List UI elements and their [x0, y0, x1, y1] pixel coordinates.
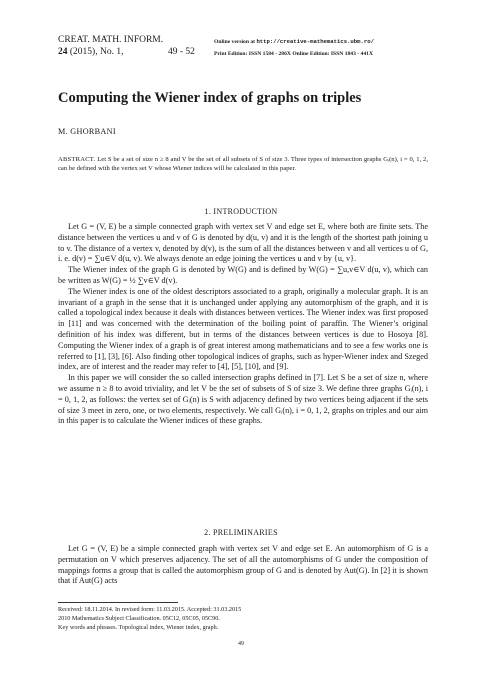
footnote-msc: 2010 Mathematics Subject Classification. 05C12, 05C05, 05C90.: [58, 615, 220, 622]
abstract: [58, 155, 428, 173]
paper-title: Computing the Wiener index of graphs on triples: [58, 90, 362, 106]
footnote-received: Received: 18.11.2014. In revised form: 11.03.2015. Accepted: 31.03.2015: [58, 606, 242, 613]
paragraph-4: In this paper we will consider the so called intersection graphs defined in [7]. Let S be a set of size n, where we assume n ≥ 8 to avoid triviality, and let V be the set of subsets of S of size 3. We define three graphs Gᵢ(n), i = 0, 1, 2, as follows: the vertex set of Gᵢ(n) is S with adjacency defined by two vertices being adjacent if the sets of size 3 meet in zero, one, or two elements, respectively. We call Gᵢ(n), i = 0, 1, 2, graphs on triples and our aim in this paper is to calculate the Wiener indices of these graphs.: [58, 373, 428, 426]
print-edition: Print Edition: ISSN 1584 - 286X Online Edition: ISSN 1843 - 441X: [214, 51, 373, 57]
journal-pages: 49 - 52: [168, 47, 195, 57]
paragraph-1: Let G = (V, E) be a simple connected graph with vertex set V and edge set E, where both are finite sets. The distance between the vertices u and v of G is denoted by d(u, v) and it is the length of the shortest path joining u to v. The distance of a vertex v, denoted by d(v), is the sum of all the distances between v and all vertices u of G, i. e. d(v) = ∑u∈V d(u, v). We always denote an edge joining the vertices u and v by {u, v}.: [58, 222, 428, 264]
paragraph-3: The Wiener index is one of the oldest descriptors associated to a graph, originally a molecular graph. It is an invariant of a graph in the sense that it is unchanged under applying any automorphism of the graph, and it is called a topological index because it deals with distances between vertices. The Wiener index was first proposed in [11] and was concerned with the determination of the boiling point of paraffin. The Wiener’s original definition of his index was different, but in terms of the distances between vertices is due to Hosoya [8]. Computing the Wiener index of a graph is of great interest among mathematicians and to see a few works one is referred to [1], [3], [6]. Also finding other topological indices of graphs, such as hyper-Wiener index and Szeged index, are of interest and the reader may refer to [4], [5], [10], and [9].: [58, 286, 428, 372]
journal-header: [58, 34, 195, 58]
footnote-rule: [58, 602, 178, 603]
section-heading-preliminaries: 2. PRELIMINARIES: [204, 528, 278, 537]
paper-author: M. GHORBANI: [58, 127, 116, 136]
footnotes: [58, 605, 241, 632]
paragraph-5: Let G = (V, E) be a simple connected graph with vertex set V and edge set E. An automorphism of G is a permutation on V which preserves adjacency. The set of all the automorphisms of G under the composition of mappings forms a group that is called the automorphism group of G and is denoted by Aut(G). In [2] it is shown that if Aut(G) acts: [58, 544, 428, 586]
section-heading-introduction: 1. INTRODUCTION: [204, 207, 278, 216]
journal-volume: 24: [58, 47, 68, 57]
journal-year-issue: (2015), No. 1,: [69, 47, 124, 57]
footnote-keywords: Key words and phrases. Topological index, Wiener index, graph.: [58, 624, 219, 631]
journal-name: CREAT. MATH. INFORM.: [58, 35, 164, 45]
edition-info: [214, 36, 374, 60]
introduction-body: [58, 222, 428, 427]
preliminaries-body: [58, 544, 428, 587]
page-number: 49: [238, 641, 244, 647]
online-url[interactable]: http://creative-mathematics.ubm.ro/: [256, 38, 374, 45]
abstract-text: Let S be a set of size n ≥ 8 and V be the set of all subsets of S of size 3. Three types of intersection graphs Gᵢ(n), i = 0, 1, 2, can be defined with the vertex set V whose Wiener indices will be calculated in this paper.: [58, 156, 428, 173]
paragraph-2: The Wiener index of the graph G is denoted by W(G) and is defined by W(G) = ∑u,v∈V d(u, v), which can be written as W(G) = ½ ∑v∈V d(v).: [58, 265, 428, 285]
abstract-label: ABSTRACT.: [58, 156, 96, 163]
online-label: Online version at: [214, 39, 256, 45]
